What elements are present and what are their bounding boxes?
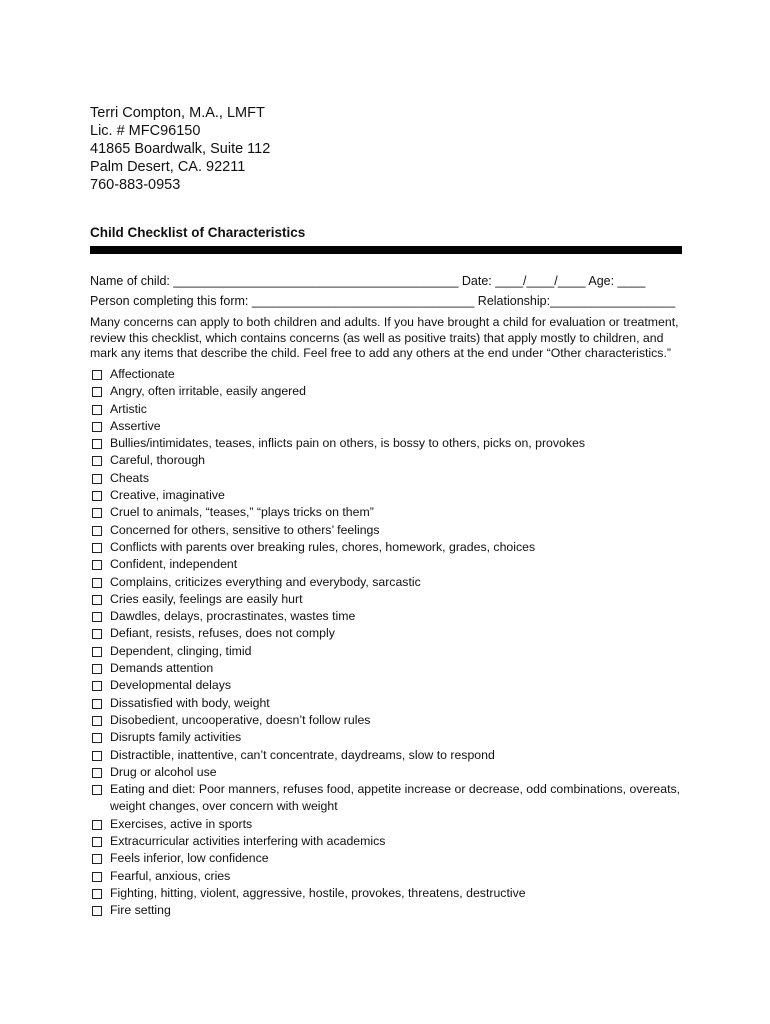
checkbox-icon[interactable] <box>92 405 102 415</box>
checklist-item-label: Demands attention <box>110 661 214 676</box>
checklist-item-label: Cruel to animals, “teases,” “plays tricks on them” <box>110 505 374 520</box>
checklist-item-label: Feels inferior, low confidence <box>110 851 269 866</box>
checkbox-icon[interactable] <box>92 768 102 778</box>
checklist-item-label: Conflicts with parents over breaking rules, chores, homework, grades, choices <box>110 539 536 554</box>
checklist-item-label: Drug or alcohol use <box>110 764 217 779</box>
checklist-item-label: Affectionate <box>110 367 175 381</box>
checkbox-icon[interactable] <box>92 578 102 588</box>
checkbox-icon[interactable] <box>92 526 102 536</box>
checkbox-icon[interactable] <box>92 716 102 726</box>
checklist-item-label: Creative, imaginative <box>110 488 225 503</box>
address-line-2: Palm Desert, CA. 92211 <box>90 159 246 175</box>
checklist-item-label: Exercises, active in sports <box>110 816 253 831</box>
checkbox-icon[interactable] <box>92 872 102 882</box>
checklist-item-label: Developmental delays <box>110 678 231 693</box>
checklist-item[interactable] <box>90 850 690 867</box>
checklist-item-label: Cries easily, feelings are easily hurt <box>110 591 303 606</box>
child-info-line[interactable]: Name of child: _________________________________________ Date: ____/____/____ Age: ____ <box>90 274 646 288</box>
checklist-item[interactable] <box>90 660 690 677</box>
checklist-item[interactable] <box>90 522 690 539</box>
checklist-item[interactable] <box>90 712 690 729</box>
checklist-item[interactable] <box>90 591 690 608</box>
checklist-item-label: Dependent, clinging, timid <box>110 643 252 658</box>
checkbox-icon[interactable] <box>92 456 102 466</box>
checkbox-icon[interactable] <box>92 647 102 657</box>
checklist-item-label: Disrupts family activities <box>110 730 242 745</box>
checklist-item-label: Defiant, resists, refuses, does not comply <box>110 626 335 641</box>
checklist-item[interactable] <box>90 885 690 902</box>
phone-number: 760-883-0953 <box>90 177 181 193</box>
checkbox-icon[interactable] <box>92 699 102 709</box>
checkbox-icon[interactable] <box>92 560 102 570</box>
checklist-item[interactable] <box>90 816 690 833</box>
checkbox-icon[interactable] <box>92 906 102 916</box>
checklist-item[interactable] <box>90 643 690 660</box>
checkbox-icon[interactable] <box>92 629 102 639</box>
checklist-item-label: Concerned for others, sensitive to others’ feelings <box>110 522 380 537</box>
checklist-item-label: Extracurricular activities interfering with academics <box>110 834 386 849</box>
checklist-item-label: Disobedient, uncooperative, doesn’t follow rules <box>110 712 371 727</box>
checklist-item[interactable] <box>90 435 690 452</box>
checkbox-icon[interactable] <box>92 785 102 795</box>
checklist-item-label: Bullies/intimidates, teases, inflicts pain on others, is bossy to others, picks on, provokes <box>110 436 586 451</box>
checklist-item-label: Dissatisfied with body, weight <box>110 695 270 710</box>
checklist-item-label: Fire setting <box>110 903 171 918</box>
checklist-item[interactable] <box>90 747 690 764</box>
checklist-item-label: Confident, independent <box>110 557 238 572</box>
checklist-item[interactable] <box>90 902 690 919</box>
checklist-item[interactable] <box>90 781 690 816</box>
checklist-item[interactable] <box>90 833 690 850</box>
title-rule <box>90 246 682 254</box>
checklist-item-label: Cheats <box>110 470 149 485</box>
checklist-item[interactable] <box>90 401 690 418</box>
practitioner-name: Terri Compton, M.A., LMFT <box>90 105 265 121</box>
checkbox-icon[interactable] <box>92 422 102 432</box>
checklist-item-label: Assertive <box>110 418 161 433</box>
checklist-item-label: Fearful, anxious, cries <box>110 868 231 883</box>
checkbox-icon[interactable] <box>92 439 102 449</box>
checkbox-icon[interactable] <box>92 612 102 622</box>
checklist-item-label: Fighting, hitting, violent, aggressive, hostile, provokes, threatens, destructive <box>110 885 526 900</box>
checkbox-icon[interactable] <box>92 889 102 899</box>
instructions-paragraph: Many concerns can apply to both children and adults. If you have brought a child for evaluation or treatment, review this checklist, which contains concerns (as well as positive traits) that apply mostly to children, and mark any items that describe the child. Feel free to add any others at the end under “Other characteristics.” <box>90 315 679 360</box>
checklist <box>90 366 690 920</box>
checklist-item[interactable] <box>90 487 690 504</box>
checkbox-icon[interactable] <box>92 837 102 847</box>
checkbox-icon[interactable] <box>92 854 102 864</box>
checkbox-icon[interactable] <box>92 595 102 605</box>
checkbox-icon[interactable] <box>92 491 102 501</box>
checklist-item-label: Careful, thorough <box>110 453 206 468</box>
checkbox-icon[interactable] <box>92 387 102 397</box>
checklist-item[interactable] <box>90 539 690 556</box>
checklist-item[interactable] <box>90 366 690 383</box>
form-title: Child Checklist of Characteristics <box>90 225 306 240</box>
completer-info-line[interactable]: Person completing this form: ________________________________ Relationship:__________________ <box>90 294 676 308</box>
checklist-item[interactable] <box>90 625 690 642</box>
checklist-item[interactable] <box>90 729 690 746</box>
checkbox-icon[interactable] <box>92 543 102 553</box>
checklist-item[interactable] <box>90 868 690 885</box>
checklist-item[interactable] <box>90 764 690 781</box>
address-line-1: 41865 Boardwalk, Suite 112 <box>90 141 271 157</box>
checklist-item[interactable] <box>90 608 690 625</box>
checklist-item-label: Dawdles, delays, procrastinates, wastes time <box>110 609 356 624</box>
checklist-item[interactable] <box>90 574 690 591</box>
checkbox-icon[interactable] <box>92 370 102 380</box>
checkbox-icon[interactable] <box>92 508 102 518</box>
checklist-item[interactable] <box>90 695 690 712</box>
checkbox-icon[interactable] <box>92 664 102 674</box>
checkbox-icon[interactable] <box>92 681 102 691</box>
checklist-item-label: Distractible, inattentive, can’t concentrate, daydreams, slow to respond <box>110 747 495 762</box>
checklist-item[interactable] <box>90 677 690 694</box>
checkbox-icon[interactable] <box>92 474 102 484</box>
checkbox-icon[interactable] <box>92 733 102 743</box>
checklist-item[interactable] <box>90 504 690 521</box>
checklist-item[interactable] <box>90 556 690 573</box>
checklist-item[interactable] <box>90 452 690 469</box>
checklist-item-label: Artistic <box>110 401 147 416</box>
checklist-item-label: Angry, often irritable, easily angered <box>110 384 306 399</box>
license-number: Lic. # MFC96150 <box>90 123 201 139</box>
checklist-item[interactable] <box>90 470 690 487</box>
practitioner-header <box>90 104 270 194</box>
checklist-item[interactable] <box>90 418 690 435</box>
checkbox-icon[interactable] <box>92 751 102 761</box>
checkbox-icon[interactable] <box>92 820 102 830</box>
checklist-item[interactable] <box>90 383 690 400</box>
checklist-item-label: Complains, criticizes everything and everybody, sarcastic <box>110 574 421 589</box>
checklist-item-label: Eating and diet: Poor manners, refuses food, appetite increase or decrease, odd combinations, overeats, weight changes, over concern with weight <box>110 782 681 814</box>
